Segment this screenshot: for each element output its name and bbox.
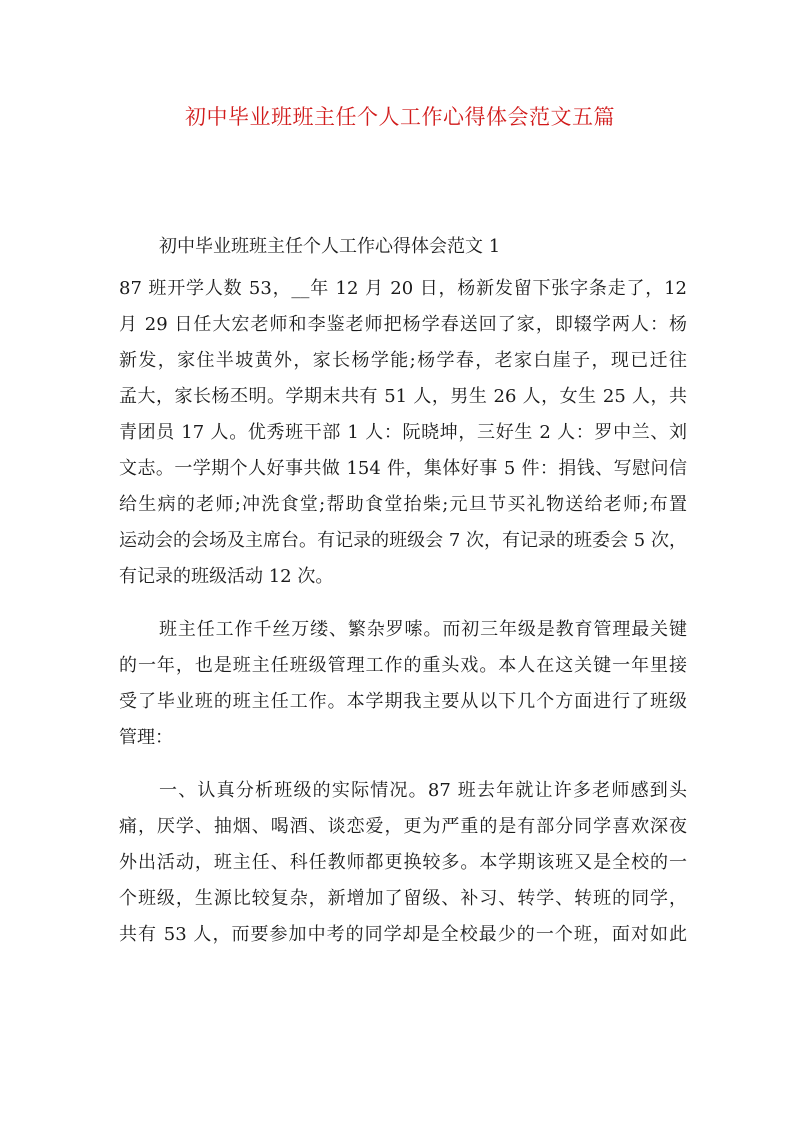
paragraph-line: 一、认真分析班级的实际情况。87 班去年就让许多老师感到头 [159,780,687,801]
paragraph-3 [119,773,687,953]
paragraph-line: 的一年，也是班主任班级管理工作的重头戏。本人在这关键一年里接 [119,655,687,676]
paragraph-1 [119,271,687,595]
paragraph-2 [119,612,687,756]
document-body [119,229,687,953]
paragraph-line: 给生病的老师;冲洗食堂;帮助食堂抬柴;元旦节买礼物送给老师;布置 [119,494,687,515]
paragraph-line: 个班级，生源比较复杂，新增加了留级、补习、转学、转班的同学， [119,888,687,909]
paragraph-line: 87 班开学人数 53，__年 12 月 20 日，杨新发留下张字条走了，12 [119,278,687,299]
paragraph-line: 外出活动，班主任、科任教师都更换较多。本学期该班又是全校的一 [119,852,687,873]
paragraph-line: 管理： [119,727,173,748]
paragraph-line: 新发，家住半坡黄外，家长杨学能;杨学春，老家白崖子，现已迁往 [119,350,687,371]
paragraph-line: 孟大，家长杨丕明。学期末共有 51 人，男生 26 人，女生 25 人，共 [119,386,687,407]
paragraph-line: 运动会的会场及主席台。有记录的班级会 7 次，有记录的班委会 5 次， [119,530,687,551]
paragraph-line: 班主任工作千丝万缕、繁杂罗嗦。而初三年级是教育管理最关键 [159,619,687,640]
paragraph-line: 青团员 17 人。优秀班干部 1 人：阮晓坤，三好生 2 人：罗中兰、刘 [119,422,687,443]
document-title: 初中毕业班班主任个人工作心得体会范文五篇 [185,105,615,129]
paragraph-line: 痛，厌学、抽烟、喝酒、谈恋爱，更为严重的是有部分同学喜欢深夜 [119,816,687,837]
paragraph-line: 月 29 日任大宏老师和李鉴老师把杨学春送回了家，即辍学两人：杨 [119,314,687,335]
paragraph-line: 有记录的班级活动 12 次。 [119,566,334,587]
section-heading: 初中毕业班班主任个人工作心得体会范文 1 [159,236,501,257]
paragraph-line: 受了毕业班的班主任工作。本学期我主要从以下几个方面进行了班级 [119,691,687,712]
paragraph-line: 文志。一学期个人好事共做 154 件，集体好事 5 件：捐钱、写慰问信 [119,458,687,479]
paragraph-line: 共有 53 人，而要参加中考的同学却是全校最少的一个班，面对如此 [119,924,687,945]
